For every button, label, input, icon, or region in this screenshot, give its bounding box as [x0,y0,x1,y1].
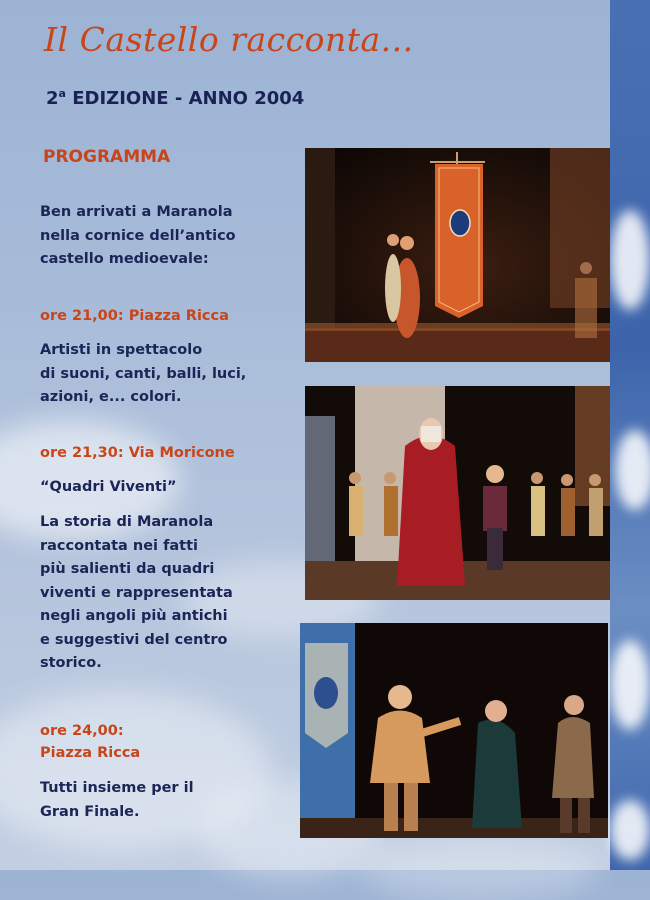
photo-knight-and-lady [300,623,608,838]
event-description [40,777,295,824]
photo-stage-banner [305,148,610,362]
event-description-line: negli angoli più antichi [40,608,228,624]
event-description-line: Tutti insieme per il [40,780,194,796]
intro-line: nella cornice dell’antico [40,227,236,244]
edition-text: EDIZIONE - ANNO 2004 [65,88,305,109]
event-description-line: viventi e rappresentata [40,584,233,601]
event-time [40,305,295,327]
event-description-line: azioni, e... colori. [40,389,182,405]
event-title-line: “Quadri Viventi” [40,479,177,495]
event-time [40,442,295,464]
event-description-line: raccontata nei fatti [40,537,198,554]
edition-number: 2 [46,88,59,109]
event-time [40,720,295,764]
intro-text [40,201,295,272]
event-description-line: storico. [40,655,102,671]
cloud [360,840,600,900]
event-time-line: ore 21,30: Via Moricone [40,445,235,461]
event-description [40,339,295,410]
event-description-line: di suoni, canti, balli, luci, [40,365,247,382]
event-description-line: più salienti da quadri [40,561,215,577]
sky-edge-strip [610,0,650,870]
event-description [40,511,295,676]
photo-lady-and-boy [305,386,610,600]
event-title [40,476,295,500]
edition-subtitle [46,88,304,109]
event-description-line: e suggestivi del centro [40,631,228,648]
event-time-line: ore 21,00: Piazza Ricca [40,308,229,324]
intro-line: Ben arrivati a Maranola [40,204,233,220]
event-description-line: Artisti in spettacolo [40,342,203,358]
program-heading: PROGRAMMA [43,147,171,167]
event-description-line: Gran Finale. [40,803,140,820]
intro-line: castello medioevale: [40,251,209,267]
event-time-line: Piazza Ricca [40,745,141,761]
page-title: Il Castello racconta... [44,20,414,59]
edition-suffix: a [58,87,66,100]
event-time-line: ore 24,00: [40,723,124,739]
event-description-line: La storia di Maranola [40,514,214,530]
